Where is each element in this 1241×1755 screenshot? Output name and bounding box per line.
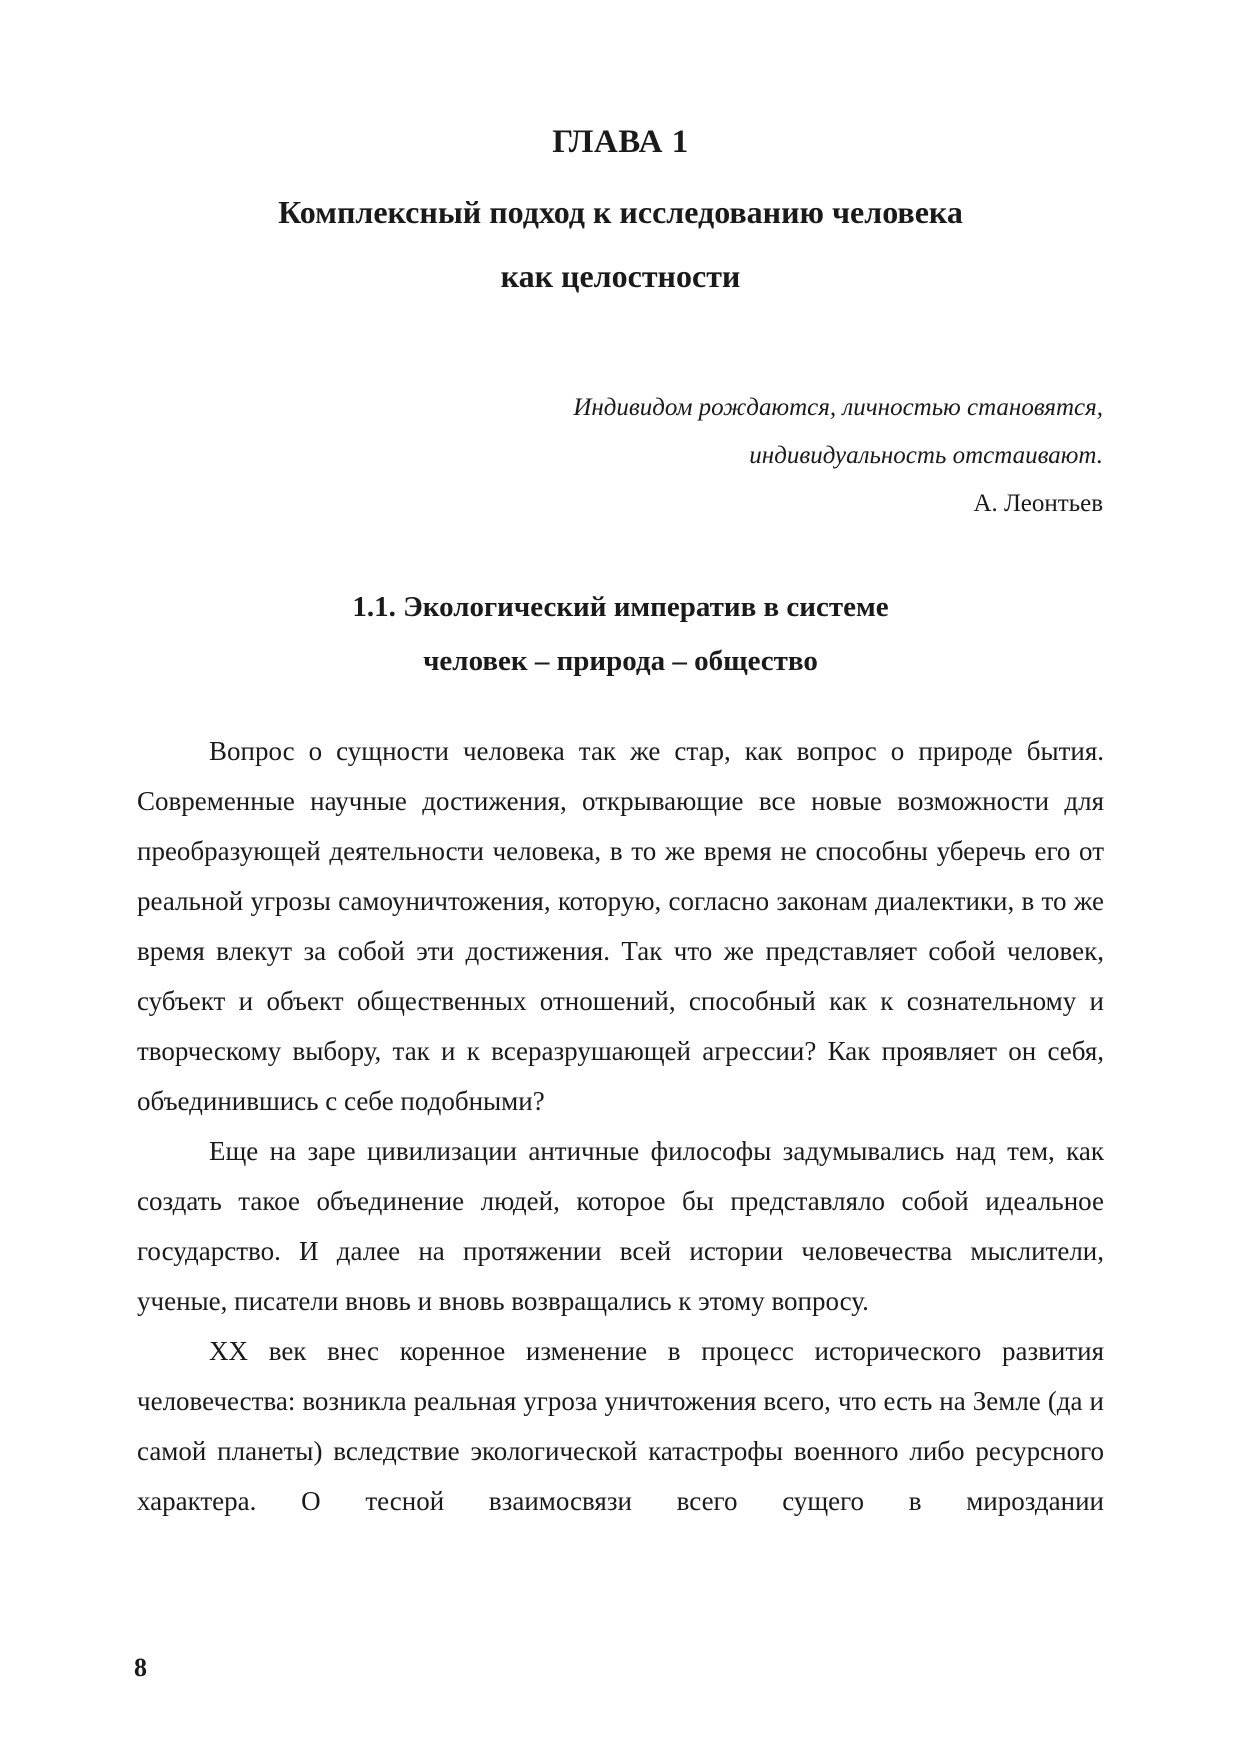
epigraph-line: индивидуальность отстаивают. [749,442,1103,469]
chapter-title [120,180,1121,308]
paragraph: Вопрос о сущности человека так же стар, как вопрос о природе бытия. Современные научные достижения, открывающие все новые возможности для преобразующей деятельности человека, в то же время не способны уберечь его от реальной угрозы самоуничтожения, которую, согласно законам диалектики, в то же время влекут за собой эти достижения. Так что же представляет собой человек, субъект и объект общественных отношений, способный как к сознательному и творческому выбору, так и к всеразрушающей агрессии? Как проявляет он себя, объединившись с себе подобными? [137,736,1104,1116]
section-title-line: 1.1. Экологический императив в системе [352,591,889,623]
chapter-title-line: Комплексный подход к исследованию человека [278,194,963,230]
epigraph-author: А. Леонтьев [973,490,1103,517]
body-text [137,726,1104,1526]
section-title-line: человек – природа – общество [423,645,818,677]
chapter-title-line: как целостности [500,258,741,294]
epigraph-line: Индивидом рождаются, личностью становятся, [573,394,1103,421]
paragraph: Еще на заре цивилизации античные философы задумывались над тем, как создать такое объединение людей, которое бы представляло собой идеальное государство. И далее на протяжении всей истории человечества мыслители, ученые, писатели вновь и вновь возвращались к этому вопросу. [137,1136,1104,1316]
page-number: 8 [134,1653,147,1682]
section-title [120,580,1121,688]
epigraph [400,384,1103,528]
chapter-label: ГЛАВА 1 [552,124,689,160]
paragraph: XX век внес коренное изменение в процесс исторического развития человечества: возникла реальная угроза уничтожения всего, что есть на Земле (да и самой планеты) вследствие экологической катастрофы военного либо ресурсного характера. О тесной взаимосвязи всего сущего в мироздании [137,1336,1104,1516]
